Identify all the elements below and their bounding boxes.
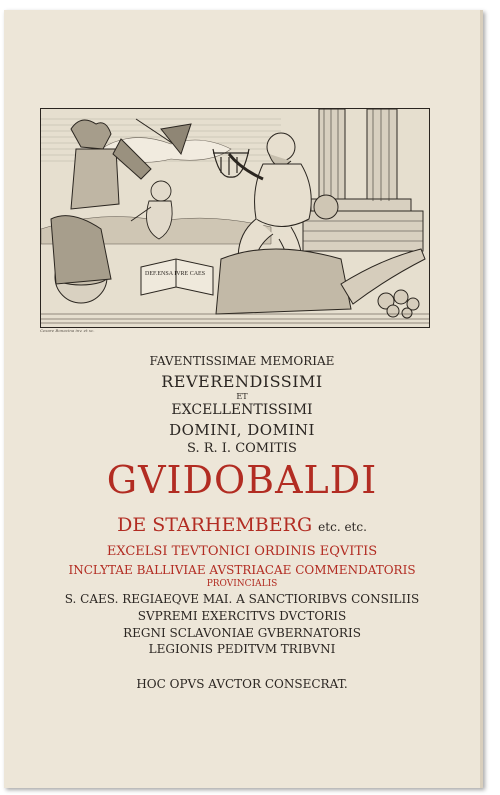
frontispiece-engraving	[40, 108, 430, 328]
title-page	[4, 10, 483, 788]
line-comitis: S. R. I. COMITIS	[187, 441, 297, 456]
line-consecrat: HOC OPVS AVCTOR CONSECRAT.	[136, 677, 348, 691]
line-starhemberg-row	[4, 514, 480, 536]
line-supremi: SVPREMI EXERCITVS DVCTORIS	[137, 609, 347, 623]
line-s-caes: S. CAES. REGIAEQVE MAI. A SANCTIORIBVS CONSILIIS	[64, 592, 420, 606]
line-domini: DOMINI, DOMINI	[169, 421, 315, 439]
line-provincialis: PROVINCIALIS	[206, 579, 278, 589]
line-starhemberg: DE STARHEMBERG	[117, 514, 313, 536]
line-gvidobaldi: GVIDOBALDI	[106, 458, 378, 502]
line-faventissimae: FAVENTISSIMAE MEMORIAE	[149, 354, 335, 368]
line-legionis: LEGIONIS PEDITVM TRIBVNI	[148, 642, 336, 656]
line-excellentissimi: EXCELLENTISSIMI	[171, 402, 313, 418]
line-excelsi: EXCELSI TEVTONICI ORDINIS EQVITIS	[106, 544, 378, 559]
line-et: ET	[236, 392, 248, 401]
engraver-credit: Cesare Bonacina inv. et sc.	[40, 328, 95, 333]
line-regni: REGNI SCLAVONIAE GVBERNATORIS	[123, 626, 361, 640]
book-text: DEF.ENSA IVRE CAES	[145, 271, 206, 277]
line-inclytae: INCLYTAE BALLIVIAE AVSTRIACAE COMMENDATORIS	[68, 563, 416, 577]
engraving-illustration	[41, 109, 429, 327]
line-reverendissimi: REVERENDISSIMI	[161, 372, 323, 391]
etc-etc: etc. etc.	[318, 520, 367, 534]
